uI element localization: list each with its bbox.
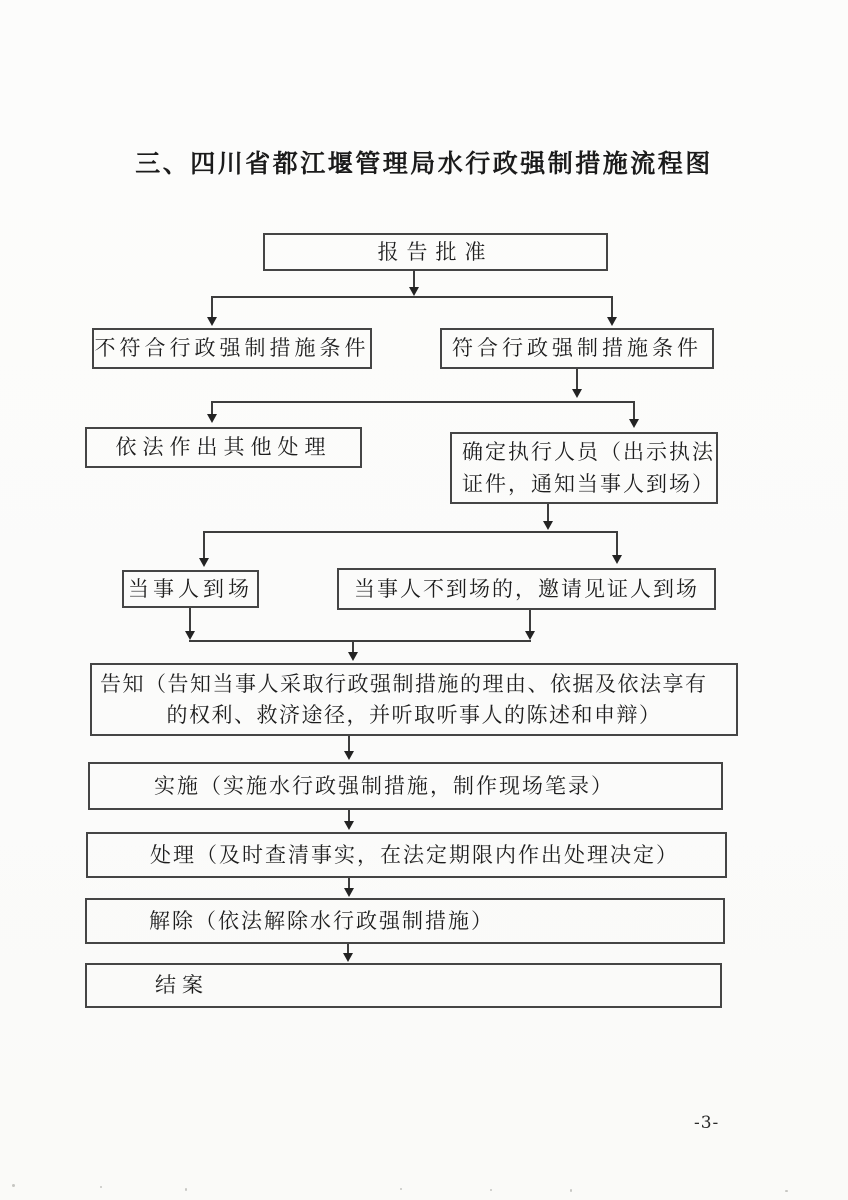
flow-node-implement bbox=[88, 762, 723, 810]
connector-branch3-right bbox=[616, 531, 618, 556]
arrowhead-down bbox=[572, 389, 582, 398]
arrowhead-down bbox=[199, 558, 209, 567]
flow-node-dispose bbox=[86, 832, 727, 878]
flow-node-inform-line1: 告知（告知当事人采取行政强制措施的理由、依据及依法享有 bbox=[100, 671, 708, 696]
arrowhead-down bbox=[629, 419, 639, 428]
flow-node-party-absent-label: 当事人不到场的，邀请见证人到场 bbox=[354, 576, 699, 601]
arrowhead-down bbox=[185, 631, 195, 640]
flow-node-qualified-label: 符合行政强制措施条件 bbox=[452, 336, 702, 361]
arrowhead-down bbox=[348, 652, 358, 661]
arrowhead-down bbox=[207, 317, 217, 326]
arrowhead-down bbox=[207, 414, 217, 423]
connector-branch2-left bbox=[211, 401, 213, 415]
arrowhead-down bbox=[344, 821, 354, 830]
scan-speck bbox=[100, 1186, 102, 1188]
connector-report-down bbox=[413, 270, 415, 288]
scan-speck bbox=[12, 1184, 15, 1187]
flow-node-qualified bbox=[440, 328, 714, 369]
flow-node-party-present-label: 当事人到场 bbox=[128, 576, 253, 601]
page-number: -3- bbox=[694, 1113, 720, 1133]
flow-node-close-case bbox=[85, 963, 722, 1008]
flow-node-implement-label: 实施（实施水行政强制措施，制作现场笔录） bbox=[154, 773, 614, 798]
flow-node-close-case-label: 结案 bbox=[155, 973, 209, 998]
flow-node-determine-staff-line2: 证件，通知当事人到场） bbox=[462, 472, 715, 496]
flow-node-inform-line2: 的权利、救济途径，并听取听事人的陈述和申辩） bbox=[166, 702, 662, 727]
connector-merge-horizontal bbox=[189, 640, 531, 642]
connector-branch1-left bbox=[211, 296, 213, 318]
connector-branch3-left bbox=[203, 531, 205, 559]
connector-branch2-horizontal bbox=[212, 401, 635, 403]
flow-node-relieve-label: 解除（依法解除水行政强制措施） bbox=[149, 908, 494, 933]
arrowhead-down bbox=[409, 287, 419, 296]
arrowhead-down bbox=[344, 888, 354, 897]
flow-node-report-approval bbox=[263, 233, 608, 271]
flow-node-inform bbox=[90, 663, 738, 736]
connector-merge-right bbox=[529, 610, 531, 632]
connector-branch3-horizontal bbox=[204, 531, 618, 533]
arrowhead-down bbox=[525, 631, 535, 640]
arrowhead-down bbox=[543, 521, 553, 530]
connector-inform-down bbox=[348, 736, 350, 752]
arrowhead-down bbox=[607, 317, 617, 326]
arrowhead-down bbox=[612, 555, 622, 564]
flow-node-report-approval-label: 报告批准 bbox=[377, 239, 494, 264]
flow-node-relieve bbox=[85, 898, 725, 944]
flow-node-not-qualified bbox=[92, 328, 372, 369]
flow-node-determine-staff bbox=[450, 432, 718, 504]
connector-branch1-right bbox=[611, 296, 613, 318]
connector-qualified-down bbox=[576, 369, 578, 390]
flow-node-dispose-label: 处理（及时查清事实，在法定期限内作出处理决定） bbox=[150, 842, 679, 867]
connector-branch2-right bbox=[633, 401, 635, 420]
flow-node-determine-staff-line1: 确定执行人员（出示执法 bbox=[462, 440, 715, 464]
flow-node-other-disposal-label: 依法作出其他处理 bbox=[115, 435, 332, 460]
scan-speck bbox=[490, 1189, 492, 1191]
flow-node-party-present bbox=[122, 570, 259, 608]
flow-node-not-qualified-label: 不符合行政强制措施条件 bbox=[94, 336, 370, 361]
scan-speck bbox=[400, 1188, 402, 1190]
flow-node-party-absent bbox=[337, 568, 716, 610]
arrowhead-down bbox=[343, 953, 353, 962]
scan-speck bbox=[185, 1188, 187, 1191]
flow-node-other-disposal bbox=[85, 427, 362, 468]
connector-merge-left bbox=[189, 608, 191, 632]
scan-speck bbox=[570, 1189, 572, 1192]
page-title: 三、四川省都江堰管理局水行政强制措施流程图 bbox=[135, 149, 713, 178]
connector-branch1-horizontal bbox=[212, 296, 613, 298]
scan-speck bbox=[785, 1190, 788, 1192]
arrowhead-down bbox=[344, 751, 354, 760]
